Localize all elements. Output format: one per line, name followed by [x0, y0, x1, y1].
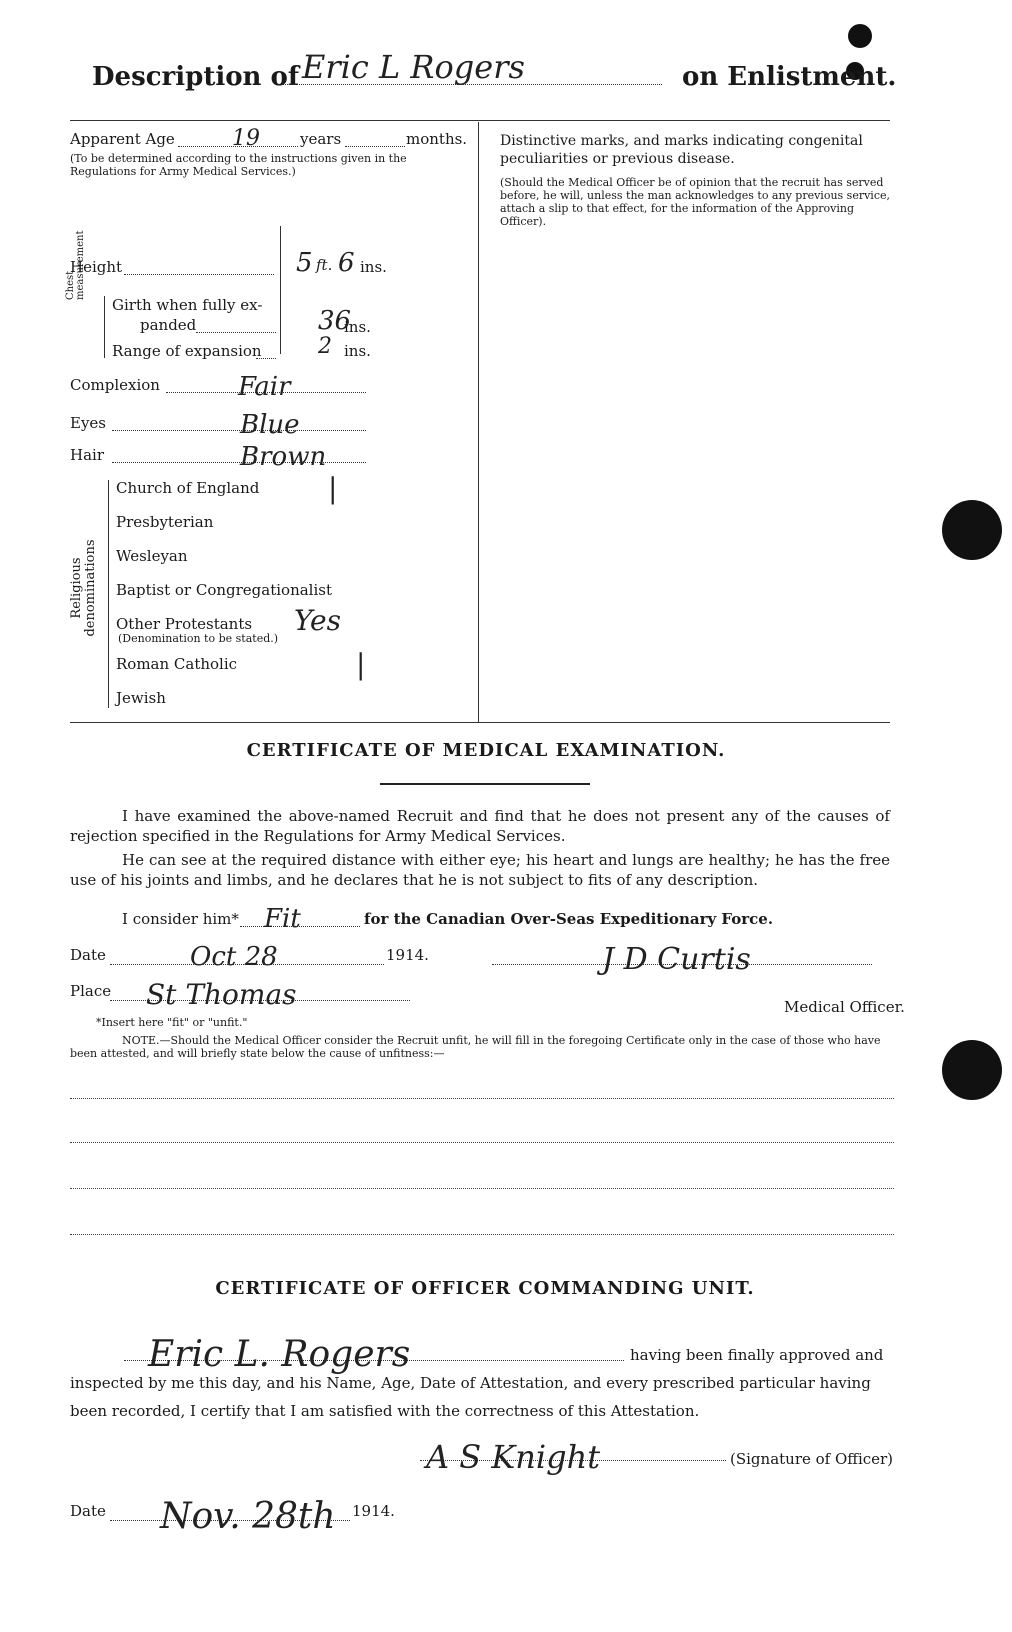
hair-label: Hair	[70, 446, 104, 464]
religion-label-text: Presbyterian	[116, 513, 214, 531]
medical-date-year: 1914.	[386, 946, 429, 964]
header-title-left: Description of	[92, 62, 300, 92]
commanding-name-field	[124, 1334, 624, 1375]
unfitness-line	[70, 1188, 894, 1189]
religion-label-text: Jewish	[116, 689, 166, 707]
religion-label-text: Church of England	[116, 479, 260, 497]
chest-label: Chest measurement	[65, 230, 86, 300]
medical-place-field	[110, 978, 410, 1011]
eyes-value: Blue	[240, 410, 300, 440]
age-value: 19	[232, 126, 260, 151]
consider-field	[240, 904, 360, 934]
years-label: years	[300, 130, 342, 148]
range-label: Range of expansion	[112, 342, 262, 360]
complexion-value: Fair	[238, 372, 291, 402]
religion-row	[116, 580, 446, 612]
religion-brace	[108, 480, 109, 708]
insert-note: *Insert here "fit" or "unfit."	[96, 1016, 248, 1029]
measure-bracket	[280, 226, 281, 354]
religion-row	[116, 688, 446, 720]
complexion-label: Complexion	[70, 376, 160, 394]
range-value: 2	[318, 334, 332, 359]
commanding-date-value: Nov. 28th	[160, 1496, 336, 1537]
medical-title: CERTIFICATE OF MEDICAL EXAMINATION.	[246, 740, 726, 761]
range-leader	[256, 338, 276, 359]
commanding-signature: A S Knight	[426, 1438, 601, 1476]
months-label: months.	[406, 130, 468, 148]
age-field	[178, 126, 298, 151]
commanding-text-3: been recorded, I certify that I am satisfied with the correctness of this Attestation.	[70, 1402, 700, 1420]
consider-label: I consider him*	[122, 910, 239, 928]
complexion-field	[166, 372, 366, 402]
religion-row	[116, 546, 446, 578]
unfitness-line	[70, 1098, 894, 1099]
officer-signature-line	[492, 942, 872, 977]
commanding-date-label: Date	[70, 1502, 106, 1520]
top-rule	[70, 120, 890, 121]
hair-value: Brown	[240, 442, 327, 472]
height-ins-value: 6	[338, 248, 355, 278]
consider-suffix: for the Canadian Over-Seas Expeditionary Force.	[364, 910, 774, 928]
height-leader	[124, 254, 274, 275]
title-underline	[380, 783, 590, 785]
range-ins-label: ins.	[344, 342, 371, 360]
religion-label-text: Wesleyan	[116, 547, 188, 565]
unfitness-line	[70, 1142, 894, 1143]
header-name-line	[282, 48, 662, 85]
punch-hole	[942, 1040, 1002, 1100]
height-ft-value: 5	[296, 248, 313, 278]
commanding-date-year: 1914.	[352, 1502, 395, 1520]
unfit-note: NOTE.—Should the Medical Officer consider the Recruit unfit, he will fill in the foregoing Certificate only in the case of those who have been attested, and will briefly state below the cause of unfitness:—	[70, 1034, 881, 1060]
girth-value: 36	[318, 306, 352, 336]
consider-value: Fit	[264, 904, 301, 934]
religion-row	[116, 512, 446, 544]
commanding-date-field	[110, 1496, 350, 1537]
medical-date-field	[110, 942, 384, 972]
religion-label-text: Other Protestants	[116, 615, 253, 633]
girth-label-1: Girth when fully ex-	[112, 296, 263, 314]
punch-hole	[848, 24, 872, 48]
eyes-field	[112, 410, 366, 440]
religion-row	[116, 472, 446, 510]
religion-label-text: Roman Catholic	[116, 655, 238, 673]
commanding-name-value: Eric L. Rogers	[148, 1334, 411, 1375]
religion-label: Religious denominations	[69, 539, 98, 637]
medical-para-1: I have examined the above-named Recruit and find that he does not present any of the causes of rejection specified in the Regulations for Army Medical Services.	[70, 807, 890, 845]
height-label: Height	[70, 258, 123, 276]
commanding-text-1: having been finally approved and	[630, 1346, 884, 1364]
age-note: (To be determined according to the instructions given in the Regulations for Army Medical Services.)	[70, 152, 407, 178]
religion-mark: |	[328, 472, 338, 505]
height-ins-label: ins.	[360, 258, 387, 276]
eyes-label: Eyes	[70, 414, 106, 432]
religion-label-text: Baptist or Congregationalist	[116, 581, 332, 599]
unfitness-line	[70, 1234, 894, 1235]
religion-mark: |	[356, 648, 366, 681]
denomination-note: (Denomination to be stated.)	[118, 632, 279, 645]
religion-row	[116, 648, 446, 686]
commanding-signature-label: (Signature of Officer)	[730, 1450, 894, 1468]
medical-date-label: Date	[70, 946, 106, 964]
column-divider	[478, 122, 479, 722]
punch-hole	[942, 500, 1002, 560]
distinctive-marks-note: (Should the Medical Officer be of opinion that the recruit has served before, he will, unless the man acknowledges to any previous service, attach a slip to that effect, for the information of the Approving Officer).	[500, 176, 890, 228]
medical-place-label: Place	[70, 982, 112, 1000]
commanding-title: CERTIFICATE OF OFFICER COMMANDING UNIT.	[215, 1278, 755, 1299]
chest-brace	[104, 296, 105, 358]
girth-label-2: panded	[140, 316, 197, 334]
medical-officer-label: Medical Officer.	[784, 998, 905, 1016]
apparent-age-label: Apparent Age	[70, 130, 175, 148]
section-rule	[70, 722, 890, 723]
months-field	[345, 126, 405, 147]
distinctive-marks-heading: Distinctive marks, and marks indicating congenital peculiarities or previous disease.	[500, 133, 863, 167]
medical-date-value: Oct 28	[190, 942, 278, 972]
hair-field	[112, 442, 366, 472]
medical-place-value: St Thomas	[146, 978, 297, 1011]
girth-ins-label: ins.	[344, 318, 371, 336]
religion-mark: Yes	[294, 604, 341, 637]
commanding-text-2: inspected by me this day, and his Name, Age, Date of Attestation, and every prescribed particular having	[70, 1374, 871, 1392]
recruit-name: Eric L Rogers	[302, 48, 525, 86]
officer-signature: J D Curtis	[602, 942, 751, 977]
header-title-right: on Enlistment.	[682, 62, 897, 92]
commanding-signature-line	[420, 1438, 726, 1476]
girth-leader	[196, 312, 276, 333]
medical-para-2: He can see at the required distance with either eye; his heart and lungs are healthy; he has the free use of his joints and limbs, and he declares that he is not subject to fits of any description.	[70, 851, 890, 889]
height-ft-label: ft.	[316, 256, 333, 274]
